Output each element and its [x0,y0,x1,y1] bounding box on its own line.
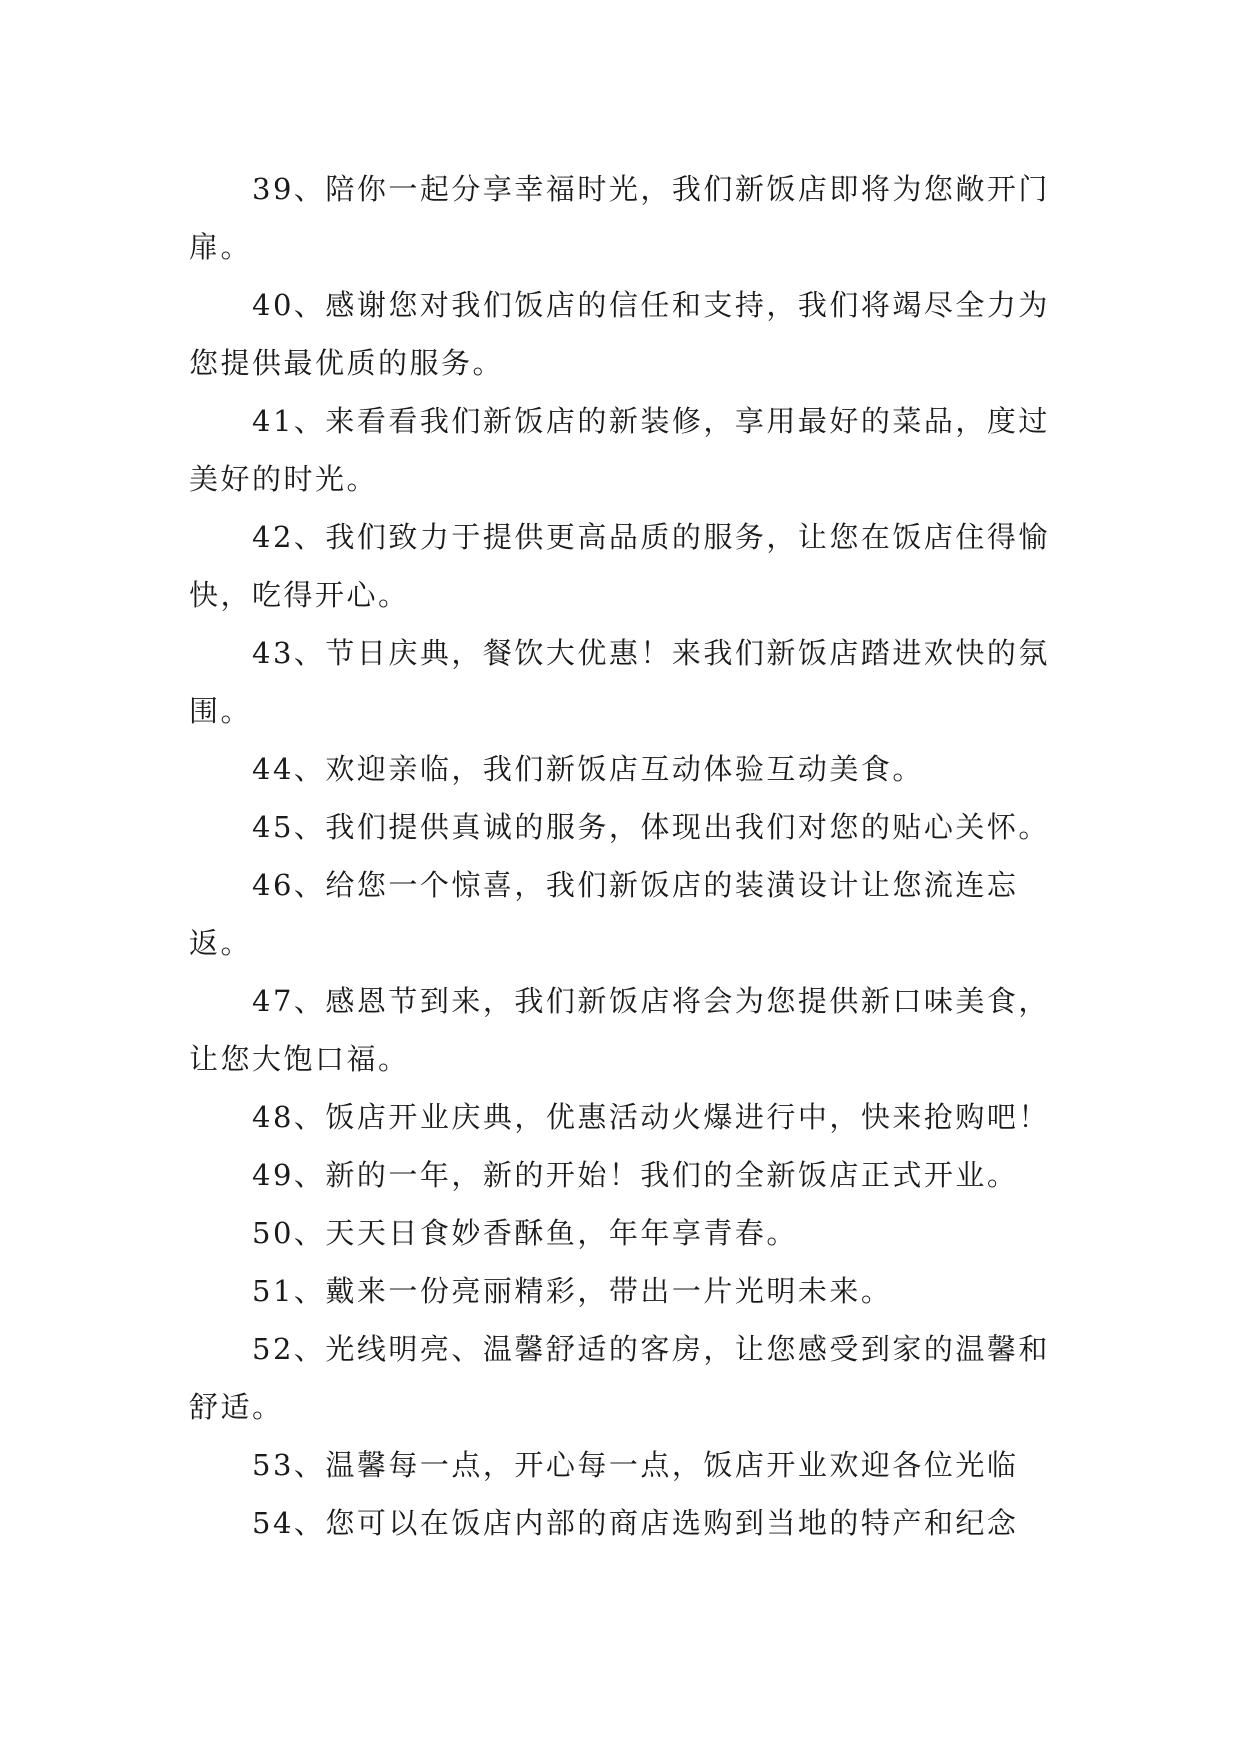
paragraph-43: 43、节日庆典，餐饮大优惠！来我们新饭店踏进欢快的氛围。 [189,636,1050,728]
paragraph-49: 49、新的一年，新的开始！我们的全新饭店正式开业。 [252,1158,1019,1192]
paragraph-39: 39、陪你一起分享幸福时光，我们新饭店即将为您敞开门扉。 [189,172,1050,264]
paragraph-42: 42、我们致力于提供更高品质的服务，让您在饭店住得愉快，吃得开心。 [189,520,1050,612]
paragraph-46: 46、给您一个惊喜，我们新饭店的装潢设计让您流连忘返。 [189,868,1019,960]
paragraph-45: 45、我们提供真诚的服务，体现出我们对您的贴心关怀。 [252,810,1050,844]
paragraph-53: 53、温馨每一点，开心每一点，饭店开业欢迎各位光临 [252,1448,1019,1482]
paragraph-52: 52、光线明亮、温馨舒适的客房，让您感受到家的温馨和舒适。 [189,1332,1050,1424]
paragraph-41: 41、来看看我们新饭店的新装修，享用最好的菜品，度过美好的时光。 [189,404,1050,496]
paragraph-44: 44、欢迎亲临，我们新饭店互动体验互动美食。 [252,752,924,786]
paragraph-40: 40、感谢您对我们饭店的信任和支持，我们将竭尽全力为您提供最优质的服务。 [189,288,1050,380]
paragraph-48: 48、饭店开业庆典，优惠活动火爆进行中，快来抢购吧！ [252,1100,1050,1134]
paragraph-47: 47、感恩节到来，我们新饭店将会为您提供新口味美食，让您大饱口福。 [189,984,1050,1076]
paragraph-50: 50、天天日食妙香酥鱼，年年享青春。 [252,1216,798,1250]
document-body [189,160,1051,1552]
paragraph-51: 51、戴来一份亮丽精彩，带出一片光明未来。 [252,1274,893,1308]
paragraph-54: 54、您可以在饭店内部的商店选购到当地的特产和纪念 [252,1506,1019,1540]
